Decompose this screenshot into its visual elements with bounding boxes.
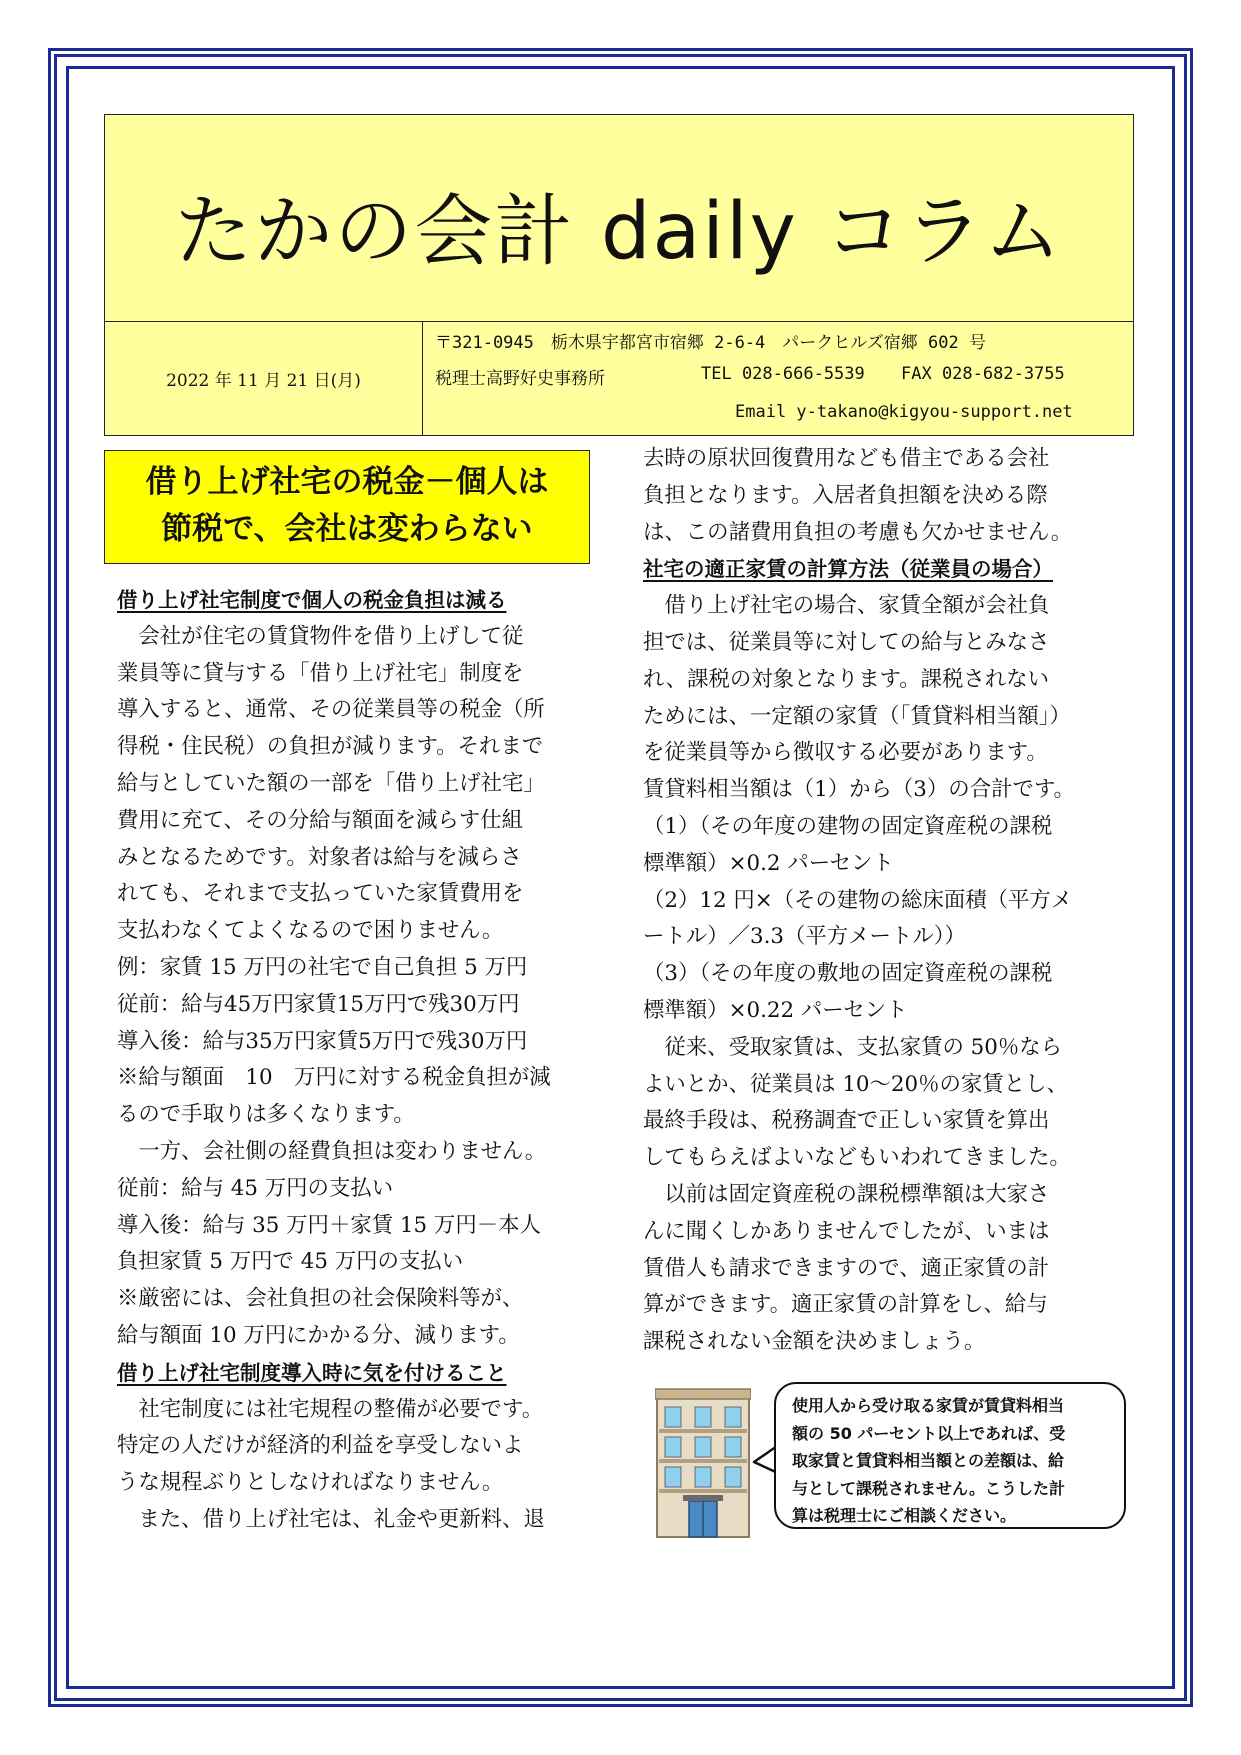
headline-line-2: 節税で、会社は変わらない: [161, 511, 533, 547]
postal-address: 〒321-0945 栃木県宇都宮市宿郷 2-6-4 パークヒルズ宿郷 602 号: [435, 333, 986, 353]
section-heading: 借り上げ社宅制度で個人の税金負担は減る: [117, 588, 507, 612]
left-column-line: 費用に充て、その分給与額面を減らす仕組: [117, 807, 523, 833]
left-column-line: 給与額面 10 万円にかかる分、減ります。: [117, 1322, 520, 1348]
callout-line: 与として課税されません。こうした計: [792, 1478, 1065, 1498]
left-column-line: 給与としていた額の一部を「借り上げ社宅」: [117, 770, 545, 796]
left-column-line: 導入すると、通常、その従業員等の税金（所: [117, 697, 545, 723]
callout-bubble: [774, 1382, 1126, 1529]
right-column-line: （2）12 円×（その建物の総床面積（平方メ: [643, 887, 1073, 913]
right-column-line: 去時の原状回復費用なども借主である会社: [643, 446, 1050, 471]
left-column-line: 導入後：給与 35 万円＋家賃 15 万円－本人: [117, 1212, 541, 1238]
left-column-line: ※給与額面 10 万円に対する税金負担が減: [117, 1065, 551, 1091]
left-column-line: 社宅制度には社宅規程の整備が必要です。: [117, 1396, 544, 1422]
right-column-line: は、この諸費用負担の考慮も欠かせません。: [643, 519, 1073, 545]
article-headline: [104, 450, 590, 564]
article-column-right: [643, 441, 1123, 1361]
left-column-line: 例：家賃 15 万円の社宅で自己負担 5 万円: [117, 954, 528, 980]
left-column-line: 一方、会社側の経費負担は変わりません。: [117, 1138, 547, 1164]
right-column-line: れ、課税の対象となります。課税されない: [643, 666, 1049, 692]
callout-line: 算は税理士にご相談ください。: [792, 1506, 1017, 1525]
left-column-line: ※厳密には、会社負担の社会保険料等が、: [117, 1286, 524, 1312]
callout-line: 使用人から受け取る家賃が賃貸料相当: [792, 1396, 1065, 1415]
right-column-line: んに聞くしかありませんでしたが、いまは: [643, 1218, 1050, 1244]
office-email: Email y-takano@kigyou-support.net: [735, 402, 1073, 422]
right-column-line: 課税されない金額を決めましょう。: [643, 1329, 986, 1355]
left-column-line: 従前：給与45万円家賃15万円で残30万円: [117, 991, 520, 1017]
right-column-line: ためには、一定額の家賃（「賃貸料相当額」）: [643, 703, 1071, 729]
left-column-line: 導入後：給与35万円家賃5万円で残30万円: [117, 1028, 528, 1054]
article-column-left: [117, 582, 597, 1539]
title-band: [105, 115, 1133, 322]
right-column-line: 賃貸料相当額は（1）から（3）の合計です。: [643, 777, 1075, 803]
issue-date: 2022 年 11 月 21 日(月): [105, 322, 423, 435]
masthead: [104, 114, 1134, 436]
office-name: 税理士高野好史事務所: [435, 369, 605, 389]
left-column-line: 特定の人だけが経済的利益を享受しないよ: [117, 1433, 524, 1459]
left-column-line: れても、それまで支払っていた家賃費用を: [117, 881, 524, 907]
left-column-line: 業員等に貸与する「借り上げ社宅」制度を: [117, 660, 524, 686]
office-fax: FAX 028-682-3755: [901, 364, 1065, 384]
right-column-line: よいとか、従業員は 10～20％の家賃とし、: [643, 1071, 1068, 1097]
right-column-line: 借り上げ社宅の場合、家賃全額が会社負: [643, 593, 1050, 619]
section-heading: 借り上げ社宅制度導入時に気を付けること: [117, 1360, 507, 1385]
left-column-line: 会社が住宅の賃貸物件を借り上げして従: [117, 623, 524, 649]
right-column-line: 以前は固定資産税の課税標準額は大家さ: [643, 1181, 1050, 1207]
right-column-line: してもらえばよいなどもいわれてきました。: [643, 1145, 1071, 1171]
right-column-line: 標準額）×0.22 パーセント: [643, 997, 908, 1023]
left-column-line: また、借り上げ社宅は、礼金や更新料、退: [117, 1506, 545, 1532]
right-column-line: 算ができます。適正家賃の計算をし、給与: [643, 1292, 1048, 1318]
left-column-line: 従前：給与 45 万円の支払い: [117, 1175, 394, 1201]
office-tel: TEL 028-666-5539: [701, 364, 865, 384]
right-column-line: ートル）／3.3（平方メートル））: [643, 924, 966, 950]
callout-line: 額の 50 パーセント以上であれば、受: [792, 1423, 1066, 1443]
right-column-line: 担では、従業員等に対しての給与とみなさ: [643, 629, 1050, 655]
right-column-line: 賃借人も請求できますので、適正家賃の計: [643, 1255, 1049, 1281]
left-column-line: るので手取りは多くなります。: [117, 1102, 415, 1128]
left-column-line: 支払わなくてよくなるので困りません。: [117, 918, 504, 944]
right-column-line: 従来、受取家賃は、支払家賃の 50％なら: [643, 1034, 1063, 1060]
right-column-line: 標準額）×0.2 パーセント: [643, 850, 894, 876]
right-column-line: を従業員等から徴収する必要があります。: [643, 740, 1048, 766]
apartment-building-icon: [655, 1379, 751, 1539]
right-column-line: 最終手段は、税務調査で正しい家賃を算出: [643, 1108, 1050, 1134]
left-column-line: 負担家賃 5 万円で 45 万円の支払い: [117, 1249, 464, 1275]
right-column-line: （3）（その年度の敷地の固定資産税の課税: [643, 961, 1053, 987]
right-column-line: 負担となります。入居者負担額を決める際: [643, 482, 1048, 508]
left-column-line: みとなるためです。対象者は給与を減らさ: [117, 844, 522, 870]
section-heading: 社宅の適正家賃の計算方法（従業員の場合）: [643, 557, 1053, 582]
newsletter-title: たかの会計 daily コラム: [174, 187, 1064, 277]
right-column-line: （1）（その年度の建物の固定資産税の課税: [643, 813, 1053, 839]
left-column-line: うな規程ぶりとしなければなりません。: [117, 1470, 504, 1496]
contact-block: [423, 322, 1133, 435]
callout-line: 取家賃と賃貸料相当額との差額は、給: [792, 1451, 1065, 1470]
headline-line-1: 借り上げ社宅の税金－個人は: [145, 464, 549, 500]
left-column-line: 得税・住民税）の負担が減ります。それまで: [117, 734, 544, 760]
